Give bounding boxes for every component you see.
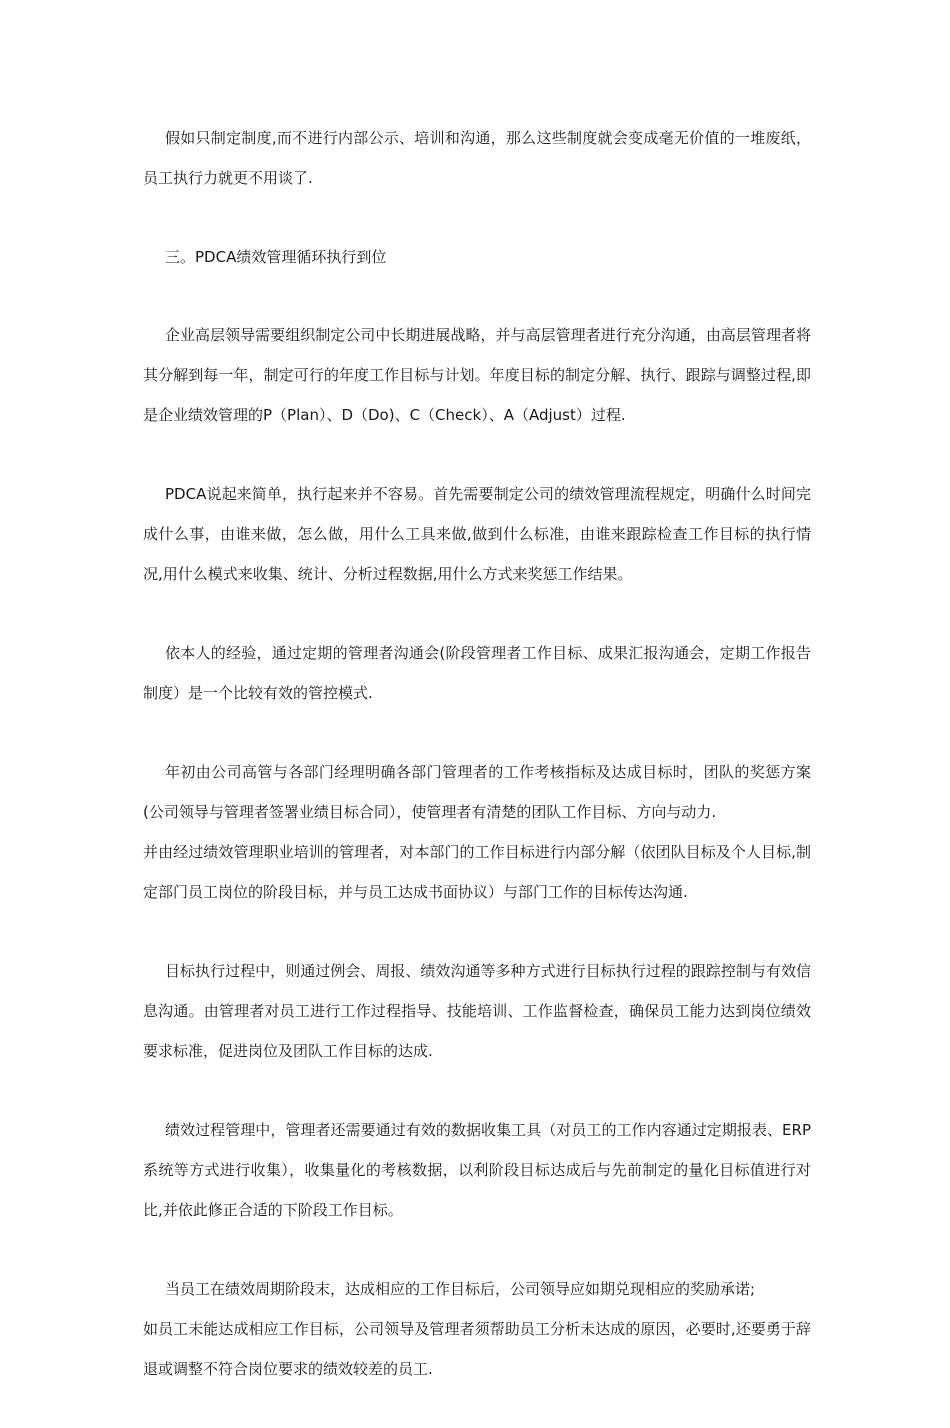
document-body <box>143 118 811 1428</box>
section-heading: 三。PDCA绩效管理循环执行到位 <box>165 248 387 266</box>
paragraph-10: 如员工未能达成相应工作目标，公司领导及管理者须帮助员工分析未达成的原因，必要时,还要勇于辞退或调整不符合岗位要求的绩效较差的员工. <box>143 1320 811 1378</box>
paragraph-8: 绩效过程管理中，管理者还需要通过有效的数据收集工具（对员工的工作内容通过定期报表、ERP系统等方式进行收集），收集量化的考核数据，以利阶段目标达成后与先前制定的量化目标值进行对比,并依此修正合适的下阶段工作目标。 <box>143 1121 811 1219</box>
paragraph-6: 并由经过绩效管理职业培训的管理者，对本部门的工作目标进行内部分解（依团队目标及个人目标,制定部门员工岗位的阶段目标，并与员工达成书面协议）与部门工作的目标传达沟通. <box>143 843 811 901</box>
paragraph-7: 目标执行过程中，则通过例会、周报、绩效沟通等多种方式进行目标执行过程的跟踪控制与有效信息沟通。由管理者对员工进行工作过程指导、技能培训、工作监督检查，确保员工能力达到岗位绩效要求标准，促进岗位及团队工作目标的达成. <box>143 962 811 1060</box>
paragraph-9: 当员工在绩效周期阶段末，达成相应的工作目标后，公司领导应如期兑现相应的奖励承诺; <box>165 1280 756 1298</box>
paragraph-1: 假如只制定制度,而不进行内部公示、培训和沟通，那么这些制度就会变成毫无价值的一堆废纸，员工执行力就更不用谈了. <box>143 129 811 187</box>
paragraph-3: PDCA说起来简单，执行起来并不容易。首先需要制定公司的绩效管理流程规定，明确什么时间完成什么事，由谁来做，怎么做，用什么工具来做,做到什么标准，由谁来跟踪检查工作目标的执行情况,用什么模式来收集、统计、分析过程数据,用什么方式来奖惩工作结果。 <box>143 485 811 583</box>
paragraph-5: 年初由公司高管与各部门经理明确各部门管理者的工作考核指标及达成目标时，团队的奖惩方案(公司领导与管理者签署业绩目标合同），使管理者有清楚的团队工作目标、方向与动力. <box>143 763 811 821</box>
paragraph-2: 企业高层领导需要组织制定公司中长期进展战略，并与高层管理者进行充分沟通，由高层管理者将其分解到每一年，制定可行的年度工作目标与计划。年度目标的制定分解、执行、跟踪与调整过程,即是企业绩效管理的P（Plan）、D（Do)、C（Check）、A（Adjust）过程. <box>143 326 811 424</box>
paragraph-4: 依本人的经验，通过定期的管理者沟通会(阶段管理者工作目标、成果汇报沟通会，定期工作报告制度）是一个比较有效的管控模式. <box>143 644 811 702</box>
